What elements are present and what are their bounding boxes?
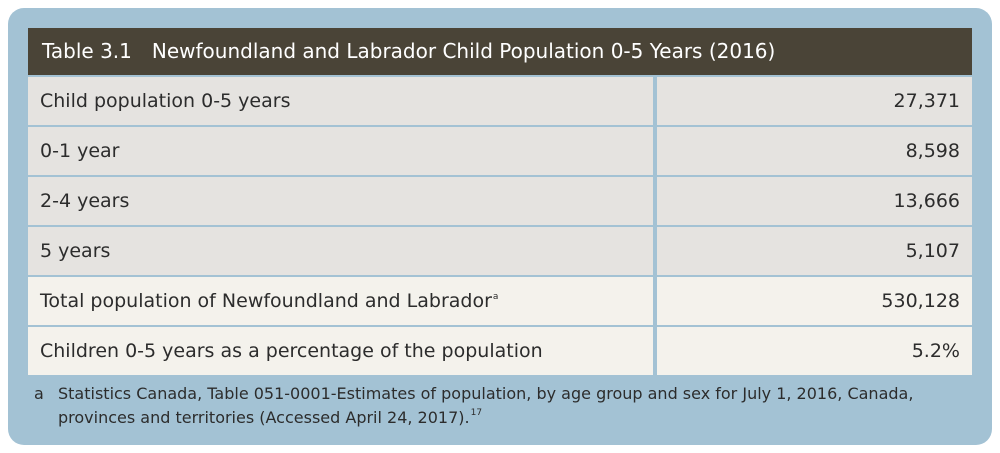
- table-row: [28, 277, 972, 325]
- table-row: [28, 327, 972, 375]
- population-table: [28, 77, 972, 377]
- row-value: 5.2%: [657, 327, 972, 375]
- footnote-body: [58, 382, 964, 430]
- row-value: 8,598: [657, 127, 972, 175]
- row-label-cell: [28, 277, 653, 325]
- footnote-marker: a: [34, 384, 44, 403]
- table-title: Newfoundland and Labrador Child Population 0-5 Years (2016): [151, 39, 776, 63]
- footnote-citation: 17: [470, 408, 483, 418]
- footnote-text: Statistics Canada, Table 051-0001-Estimates of population, by age group and sex for July 1, 2016, Canada, provinces and territories (Accessed April 24, 2017).: [58, 384, 914, 427]
- table-row: [28, 227, 972, 275]
- row-value: 530,128: [657, 277, 972, 325]
- row-label: 2-4 years: [28, 177, 653, 225]
- row-label: Total population of Newfoundland and Labrador: [40, 290, 492, 312]
- table-title-bar: [28, 28, 972, 75]
- footnote-marker-ref: a: [492, 292, 499, 302]
- table-row: [28, 177, 972, 225]
- row-label: Children 0-5 years as a percentage of the population: [28, 327, 653, 375]
- table-number: Table 3.1: [42, 39, 132, 63]
- table-footnote: [34, 382, 964, 430]
- table-row: [28, 77, 972, 125]
- row-label: 5 years: [28, 227, 653, 275]
- row-label: Child population 0-5 years: [28, 77, 653, 125]
- table-row: [28, 127, 972, 175]
- row-value: 27,371: [657, 77, 972, 125]
- row-value: 5,107: [657, 227, 972, 275]
- row-label: 0-1 year: [28, 127, 653, 175]
- row-value: 13,666: [657, 177, 972, 225]
